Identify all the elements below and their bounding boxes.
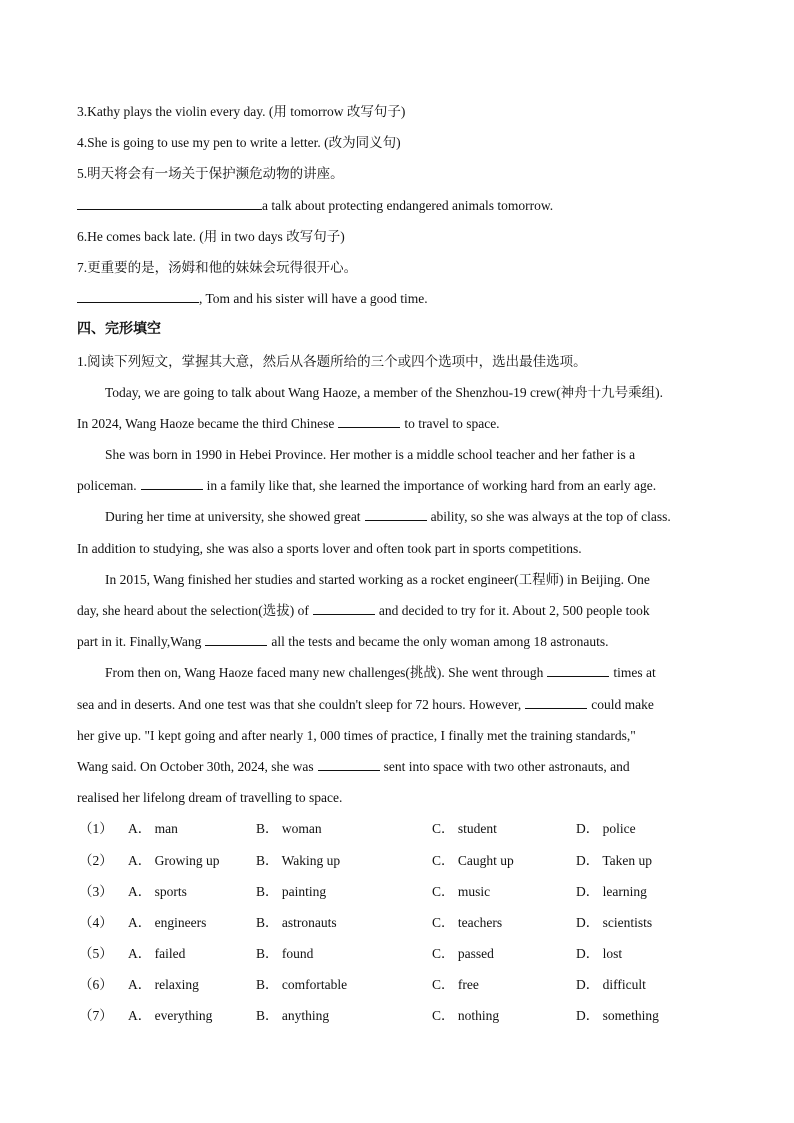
option-row (77, 813, 723, 844)
question-4: 4.She is going to use my pen to write a letter. (改为同义句) (77, 135, 401, 151)
option-row (77, 876, 723, 907)
option-a[interactable]: A． failed (128, 946, 186, 962)
option-c[interactable]: C． free (432, 977, 479, 993)
option-b[interactable]: B． Waking up (256, 852, 341, 868)
passage-line: sea and in deserts. And one test was that she couldn't sleep for 72 hours. However, could make (77, 696, 654, 712)
question-7-tail: , Tom and his sister will have a good time. (199, 291, 428, 307)
option-d[interactable]: D． lost (576, 946, 623, 962)
passage-line: In addition to studying, she was also a sports lover and often took part in sports competitions. (77, 540, 582, 556)
option-number: （1） (79, 821, 113, 837)
option-d[interactable]: D． something (576, 1008, 659, 1024)
option-number: （4） (79, 914, 113, 930)
option-number: （2） (79, 852, 113, 868)
passage-line: From then on, Wang Haoze faced many new challenges(挑战). She went through times at (105, 665, 656, 681)
passage-line: her give up. "I kept going and after nearly 1, 000 times of practice, I finally met the training standards," (77, 727, 636, 743)
cloze-blank-4[interactable] (313, 602, 375, 615)
option-a[interactable]: A． sports (128, 883, 187, 899)
passage-line: She was born in 1990 in Hebei Province. Her mother is a middle school teacher and her father is a (105, 447, 636, 463)
option-d[interactable]: D． scientists (576, 914, 653, 930)
option-number: （3） (79, 883, 113, 899)
option-c[interactable]: C． nothing (432, 1008, 500, 1024)
option-a[interactable]: A． engineers (128, 914, 207, 930)
passage-line: part in it. Finally,Wang all the tests and became the only woman among 18 astronauts. (77, 634, 609, 650)
answer-blank[interactable] (77, 197, 262, 210)
option-c[interactable]: C． music (432, 883, 491, 899)
option-b[interactable]: B． found (256, 946, 314, 962)
answer-blank[interactable] (77, 290, 199, 303)
instruction: 1.阅读下列短文，掌握其大意，然后从各题所给的三个或四个选项中，选出最佳选项。 (77, 353, 587, 369)
option-a[interactable]: A． relaxing (128, 977, 199, 993)
cloze-blank-2[interactable] (141, 477, 203, 490)
option-row (77, 907, 723, 938)
question-5: 5.明天将会有一场关于保护濒危动物的讲座。 (77, 166, 344, 182)
option-c[interactable]: C． Caught up (432, 852, 514, 868)
question-7: 7.更重要的是，汤姆和他的妹妹会玩得很开心。 (77, 259, 358, 275)
cloze-blank-6[interactable] (547, 664, 609, 677)
option-d[interactable]: D． police (576, 821, 636, 837)
option-b[interactable]: B． anything (256, 1008, 330, 1024)
option-b[interactable]: B． astronauts (256, 914, 337, 930)
option-c[interactable]: C． student (432, 821, 497, 837)
option-number: （7） (79, 1008, 113, 1024)
passage-line: In 2015, Wang finished her studies and started working as a rocket engineer(工程师) in Beijing. One (105, 571, 650, 587)
option-row (77, 969, 723, 1000)
option-b[interactable]: B． woman (256, 821, 322, 837)
option-b[interactable]: B． painting (256, 883, 327, 899)
option-a[interactable]: A． Growing up (128, 852, 220, 868)
option-row (77, 1000, 723, 1031)
section-heading: 四、完形填空 (77, 321, 161, 338)
cloze-blank-5[interactable] (205, 633, 267, 646)
question-7-answer-line (77, 283, 723, 314)
question-6: 6.He comes back late. (用 in two days 改写句子) (77, 228, 345, 244)
cloze-blank-8[interactable] (318, 758, 380, 771)
passage-line: During her time at university, she showed great ability, so she was always at the top of class. (105, 509, 671, 525)
option-a[interactable]: A． man (128, 821, 178, 837)
passage-line: day, she heard about the selection(选拔) of and decided to try for it. About 2, 500 people took (77, 603, 650, 618)
passage-line: In 2024, Wang Haoze became the third Chinese to travel to space. (77, 415, 500, 431)
question-5-answer-line (77, 190, 723, 221)
option-a[interactable]: A． everything (128, 1008, 213, 1024)
cloze-blank-1[interactable] (338, 415, 400, 428)
passage-line: Today, we are going to talk about Wang Haoze, a member of the Shenzhou-19 crew(神舟十九号乘组). (105, 384, 664, 400)
cloze-blank-7[interactable] (525, 696, 587, 709)
passage-line: policeman. in a family like that, she learned the importance of working hard from an early age. (77, 478, 657, 494)
question-3: 3.Kathy plays the violin every day. (用 tomorrow 改写句子) (77, 104, 406, 119)
passage-line: realised her lifelong dream of travelling to space. (77, 790, 343, 806)
options-table (77, 813, 723, 1031)
option-number: （6） (79, 977, 113, 993)
option-row (77, 938, 723, 969)
worksheet-page (77, 96, 723, 1032)
option-c[interactable]: C． passed (432, 946, 494, 962)
question-5-tail: a talk about protecting endangered animals tomorrow. (262, 197, 554, 213)
option-d[interactable]: D． difficult (576, 977, 646, 993)
option-d[interactable]: D． Taken up (576, 852, 653, 868)
option-row (77, 845, 723, 876)
passage-line: Wang said. On October 30th, 2024, she was sent into space with two other astronauts, and (77, 758, 630, 774)
option-c[interactable]: C． teachers (432, 914, 503, 930)
cloze-blank-3[interactable] (365, 508, 427, 521)
option-d[interactable]: D． learning (576, 883, 647, 899)
option-b[interactable]: B． comfortable (256, 977, 348, 993)
option-number: （5） (79, 946, 113, 962)
